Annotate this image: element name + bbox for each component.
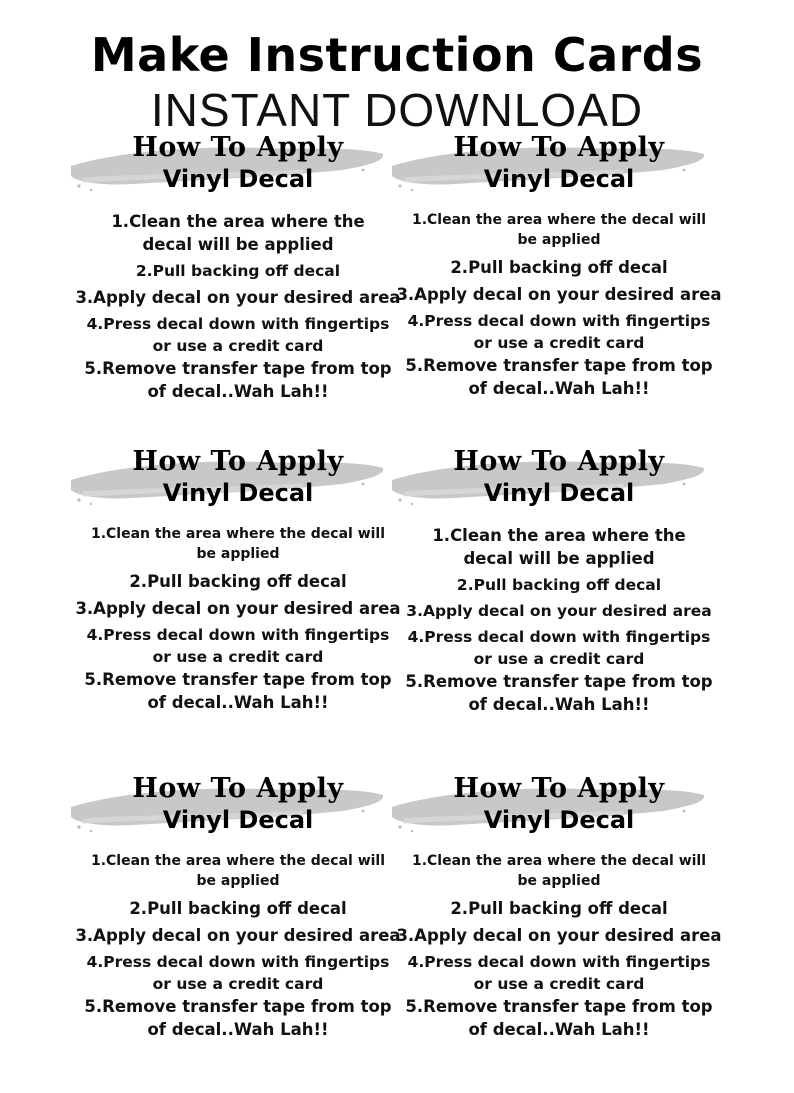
card-heading: How To Apply: [453, 446, 665, 477]
step-4: 4.Press decal down with fingertips or use a credit card: [407, 953, 711, 993]
card-heading: How To Apply: [453, 132, 665, 163]
instruction-card: [73, 446, 403, 766]
page-subtitle: INSTANT DOWNLOAD: [150, 84, 644, 136]
card-subheading: Vinyl Decal: [162, 806, 314, 834]
steps-list: [394, 851, 724, 1041]
step-3: 3.Apply decal on your desired area: [75, 288, 401, 307]
step-1: 1.Clean the area where the decal will be applied: [432, 526, 686, 568]
card-heading: How To Apply: [453, 773, 665, 804]
step-3: 3.Apply decal on your desired area: [396, 926, 722, 945]
card-subheading: Vinyl Decal: [162, 165, 314, 193]
steps-list: [73, 851, 403, 1041]
step-5: 5.Remove transfer tape from top of decal..Wah Lah!!: [84, 670, 392, 712]
instruction-card: [73, 132, 403, 452]
card-heading: How To Apply: [132, 132, 344, 163]
instruction-card: [394, 132, 724, 452]
instruction-card: [73, 773, 403, 1093]
step-1: 1.Clean the area where the decal will be applied: [111, 212, 365, 254]
step-1: 1.Clean the area where the decal will be applied: [411, 853, 707, 889]
step-4: 4.Press decal down with fingertips or use a credit card: [407, 312, 711, 352]
step-2: 2.Pull backing off decal: [450, 899, 668, 918]
step-4: 4.Press decal down with fingertips or use a credit card: [407, 628, 711, 668]
card-subheading: Vinyl Decal: [483, 165, 635, 193]
step-2: 2.Pull backing off decal: [129, 899, 347, 918]
step-2: 2.Pull backing off decal: [135, 262, 341, 280]
step-4: 4.Press decal down with fingertips or use a credit card: [86, 626, 390, 666]
step-2: 2.Pull backing off decal: [129, 572, 347, 591]
step-3: 3.Apply decal on your desired area: [396, 285, 722, 304]
step-1: 1.Clean the area where the decal will be applied: [90, 526, 386, 562]
step-2: 2.Pull backing off decal: [456, 576, 662, 594]
step-5: 5.Remove transfer tape from top of decal..Wah Lah!!: [405, 997, 713, 1039]
steps-list: [73, 210, 403, 403]
step-5: 5.Remove transfer tape from top of decal..Wah Lah!!: [84, 359, 392, 401]
page-title: Make Instruction Cards: [90, 28, 704, 82]
step-3: 3.Apply decal on your desired area: [406, 602, 712, 620]
step-5: 5.Remove transfer tape from top of decal..Wah Lah!!: [405, 672, 713, 714]
step-3: 3.Apply decal on your desired area: [75, 926, 401, 945]
step-4: 4.Press decal down with fingertips or use a credit card: [86, 953, 390, 993]
card-subheading: Vinyl Decal: [483, 479, 635, 507]
step-4: 4.Press decal down with fingertips or use a credit card: [86, 315, 390, 355]
instruction-card: [394, 446, 724, 766]
card-heading: How To Apply: [132, 773, 344, 804]
step-5: 5.Remove transfer tape from top of decal..Wah Lah!!: [405, 356, 713, 398]
card-subheading: Vinyl Decal: [483, 806, 635, 834]
steps-list: [394, 524, 724, 716]
card-heading: How To Apply: [132, 446, 344, 477]
step-5: 5.Remove transfer tape from top of decal..Wah Lah!!: [84, 997, 392, 1039]
step-3: 3.Apply decal on your desired area: [75, 599, 401, 618]
steps-list: [394, 210, 724, 400]
steps-list: [73, 524, 403, 714]
step-1: 1.Clean the area where the decal will be applied: [411, 212, 707, 248]
card-subheading: Vinyl Decal: [162, 479, 314, 507]
step-2: 2.Pull backing off decal: [450, 258, 668, 277]
instruction-card: [394, 773, 724, 1093]
step-1: 1.Clean the area where the decal will be applied: [90, 853, 386, 889]
